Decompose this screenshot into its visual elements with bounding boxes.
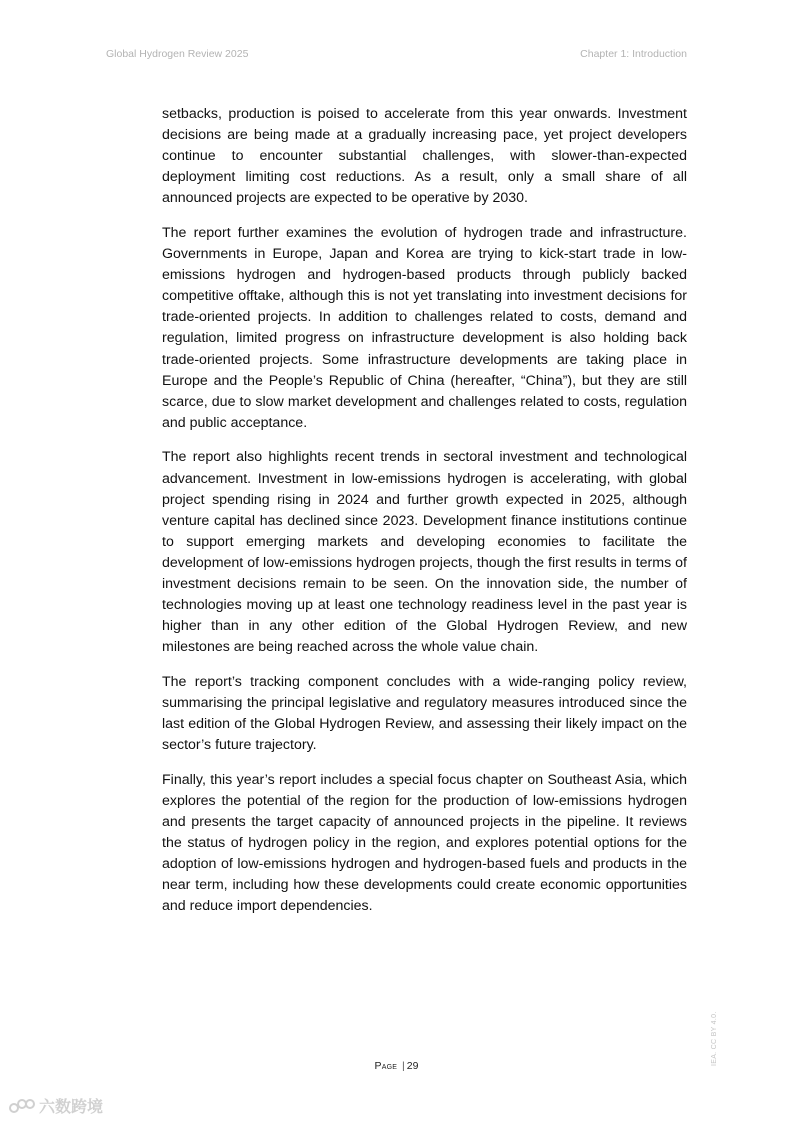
paragraph-5: Finally, this year’s report includes a special focus chapter on Southeast Asia, which explores the potential of the region for the production of low-emissions hydrogen and presents the target capacity of announced projects in the pipeline. It reviews the status of hydrogen policy in the region, and explores potential options for the adoption of low-emissions hydrogen and hydrogen-based fuels and products in the near term, including how these developments could create economic opportunities and reduce import dependencies.: [162, 771, 687, 915]
running-header-chapter: Chapter 1: Introduction: [580, 48, 687, 60]
watermark: [8, 1094, 103, 1117]
body-text: [162, 104, 687, 931]
paragraph-3: The report also highlights recent trends in sectoral investment and technological advancement. Investment in low-emissions hydrogen is accelerating, with global project spending rising in 2024 and further growth expected in 2025, although venture capital has declined since 2023. Development finance institutions continue to support emerging markets and developing economies to facilitate the development of low-emissions hydrogen projects, though the first results in terms of investment decisions remain to be seen. On the innovation side, the number of technologies moving up at least one technology readiness level in the past year is higher than in any other edition of the Global Hydrogen Review, and new milestones are being reached across the whole value chain.: [162, 449, 687, 656]
watermark-text: 六数跨境: [39, 1099, 104, 1116]
license-notice: IEA. CC BY 4.0.: [711, 1011, 718, 1066]
page-number-value: 29: [406, 1060, 419, 1072]
page-number: [0, 1060, 793, 1072]
paragraph-1: setbacks, production is poised to accelerate from this year onwards. Investment decisions are being made at a gradually increasing pace, yet project developers continue to encounter substantial challenges, with slower-than-expected deployment limiting cost reductions. As a result, only a small share of all announced projects are expected to be operative by 2030.: [162, 106, 687, 207]
running-header-title: Global Hydrogen Review 2025: [106, 48, 249, 60]
page-separator: |: [402, 1060, 405, 1072]
paragraph-2: The report further examines the evolution of hydrogen trade and infrastructure. Governments in Europe, Japan and Korea are trying to kick-start trade in low-emissions hydrogen and hydrogen-based products through publicly backed competitive offtake, although this is not yet translating into investment decisions for trade-oriented projects. In addition to challenges related to costs, demand and regulation, limited progress on infrastructure development is also holding back trade-oriented projects. Some infrastructure developments are taking place in Europe and the People’s Republic of China (hereafter, “China”), but they are still scarce, due to slow market development and challenges related to costs, regulation and public acceptance.: [162, 224, 687, 431]
paragraph-4: The report’s tracking component concludes with a wide-ranging policy review, summarising the principal legislative and regulatory measures introduced since the last edition of the Global Hydrogen Review, and assessing their likely impact on the sector’s future trajectory.: [162, 673, 687, 754]
watermark-logo-icon: [8, 1097, 36, 1115]
page-label: Page: [374, 1060, 398, 1072]
